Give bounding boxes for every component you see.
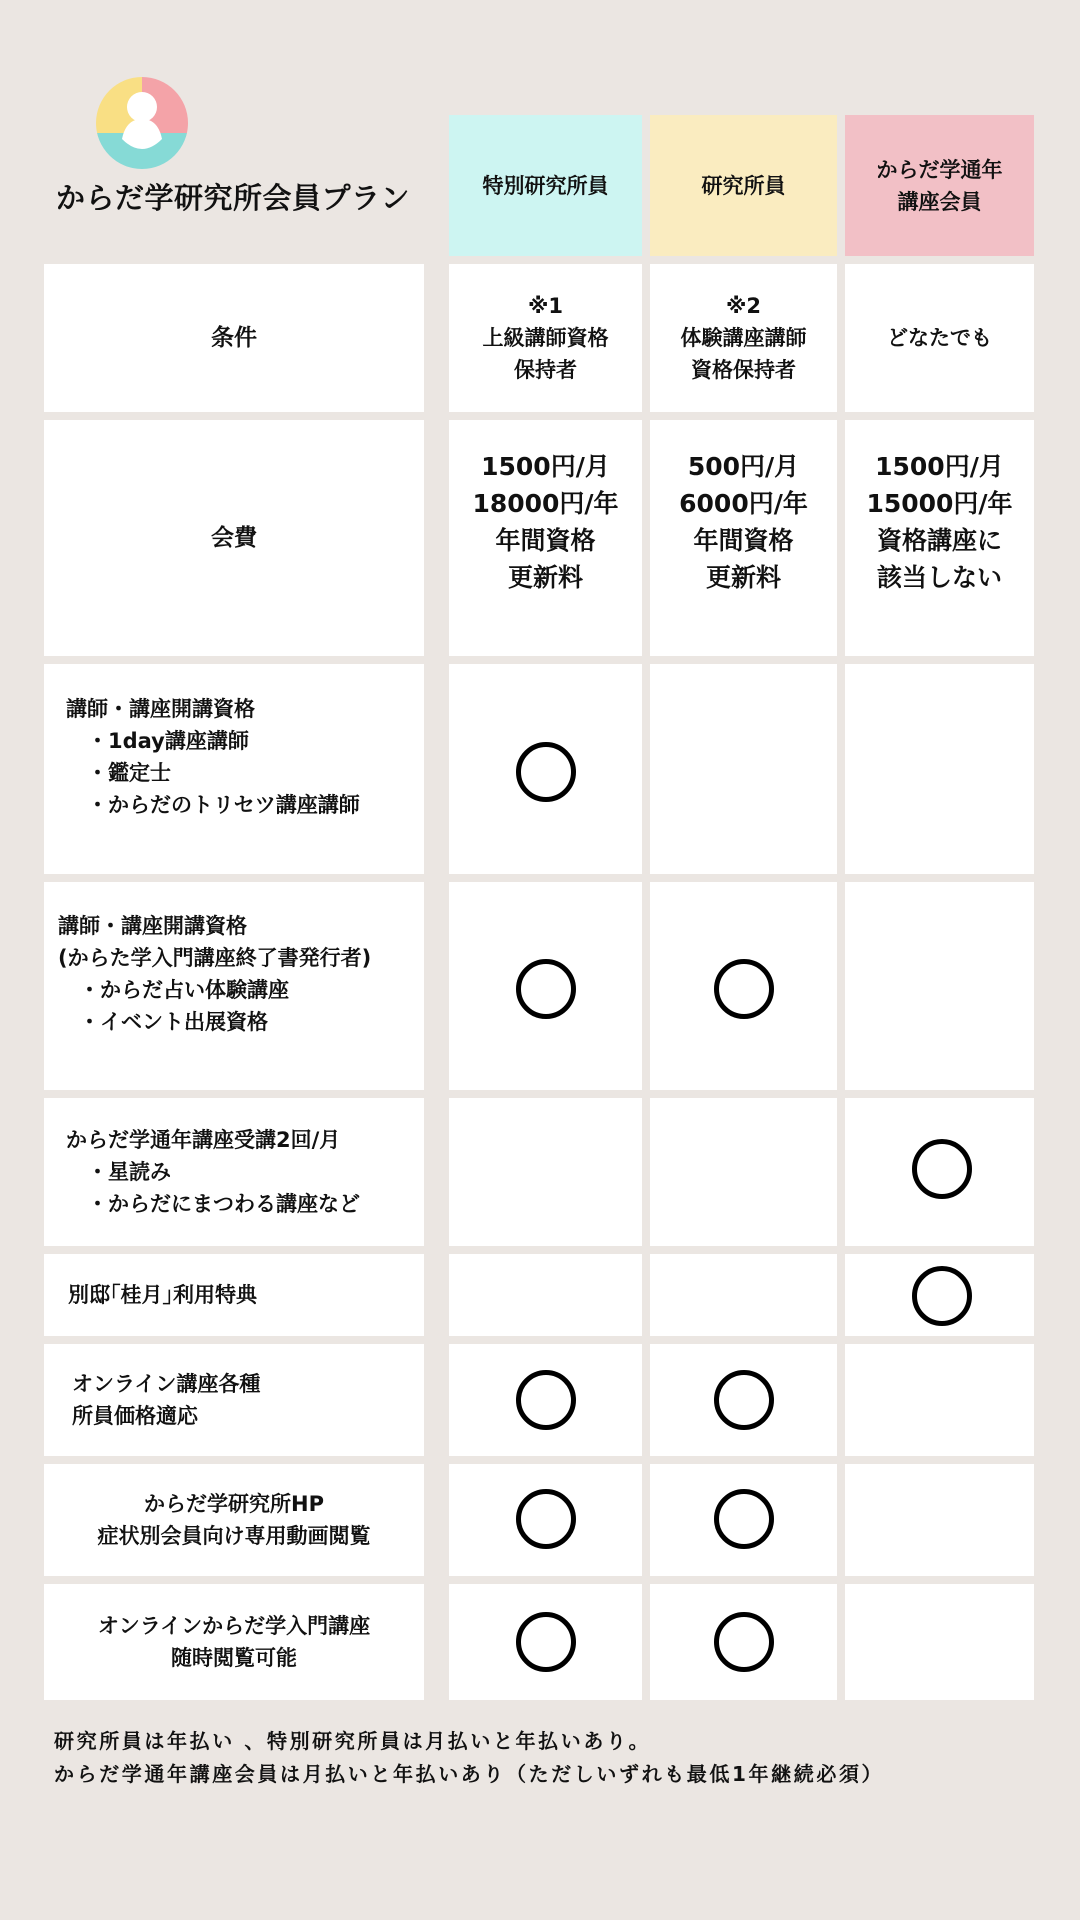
feature-label: 別邸｢桂月｣利用特典	[44, 1254, 424, 1336]
feature-cell	[650, 1254, 837, 1336]
feature-cell	[845, 1584, 1034, 1700]
feature-label: からだ学研究所HP 症状別会員向け専用動画閲覧	[44, 1464, 424, 1576]
condition-cell: どなたでも	[845, 264, 1034, 412]
feature-cell	[845, 882, 1034, 1090]
feature-cell	[845, 1464, 1034, 1576]
feature-cell	[845, 1344, 1034, 1456]
column-header-annual-course-member: からだ学通年 講座会員	[845, 115, 1034, 256]
check-circle-icon	[516, 959, 576, 1019]
feature-label: からだ学通年講座受講2回/月 ・星読み ・からだにまつわる講座など	[44, 1098, 424, 1246]
condition-cell: ※2 体験講座講師 資格保持者	[650, 264, 837, 412]
feature-label: 講師・講座開講資格 ・1day講座講師 ・鑑定士 ・からだのトリセツ講座講師	[44, 664, 424, 874]
check-circle-icon	[516, 1370, 576, 1430]
page-title: からだ学研究所会員プラン	[56, 181, 411, 215]
check-circle-icon	[912, 1139, 972, 1199]
check-circle-icon	[714, 959, 774, 1019]
column-header-researcher: 研究所員	[650, 115, 837, 256]
logo-icon	[96, 77, 188, 169]
check-circle-icon	[912, 1266, 972, 1326]
feature-cell	[650, 1098, 837, 1246]
footer-line-1: 研究所員は年払い 、特別研究所員は月払いと年払いあり。	[54, 1729, 652, 1753]
feature-label: オンラインからだ学入門講座 随時閲覧可能	[44, 1584, 424, 1700]
feature-cell	[650, 664, 837, 874]
check-circle-icon	[516, 742, 576, 802]
condition-cell: ※1 上級講師資格 保持者	[449, 264, 642, 412]
row-label-condition: 条件	[44, 264, 424, 412]
row-label-fee: 会費	[44, 420, 424, 656]
fee-cell: 500円/月 6000円/年 年間資格 更新料	[650, 420, 837, 656]
check-circle-icon	[714, 1489, 774, 1549]
check-circle-icon	[516, 1612, 576, 1672]
check-circle-icon	[714, 1612, 774, 1672]
column-header-special-researcher: 特別研究所員	[449, 115, 642, 256]
feature-label: オンライン講座各種 所員価格適応	[44, 1344, 424, 1456]
feature-cell	[845, 664, 1034, 874]
footer-note	[54, 1725, 1054, 1791]
feature-cell	[449, 1098, 642, 1246]
check-circle-icon	[714, 1370, 774, 1430]
fee-cell: 1500円/月 15000円/年 資格講座に 該当しない	[845, 420, 1034, 656]
fee-cell: 1500円/月 18000円/年 年間資格 更新料	[449, 420, 642, 656]
feature-label: 講師・講座開講資格 (からた学入門講座終了書発行者) ・からだ占い体験講座 ・イベント出展資格	[44, 882, 424, 1090]
check-circle-icon	[516, 1489, 576, 1549]
feature-cell	[449, 1254, 642, 1336]
footer-line-2: からだ学通年講座会員は月払いと年払いあり（ただしいずれも最低1年継続必須）	[54, 1762, 885, 1786]
